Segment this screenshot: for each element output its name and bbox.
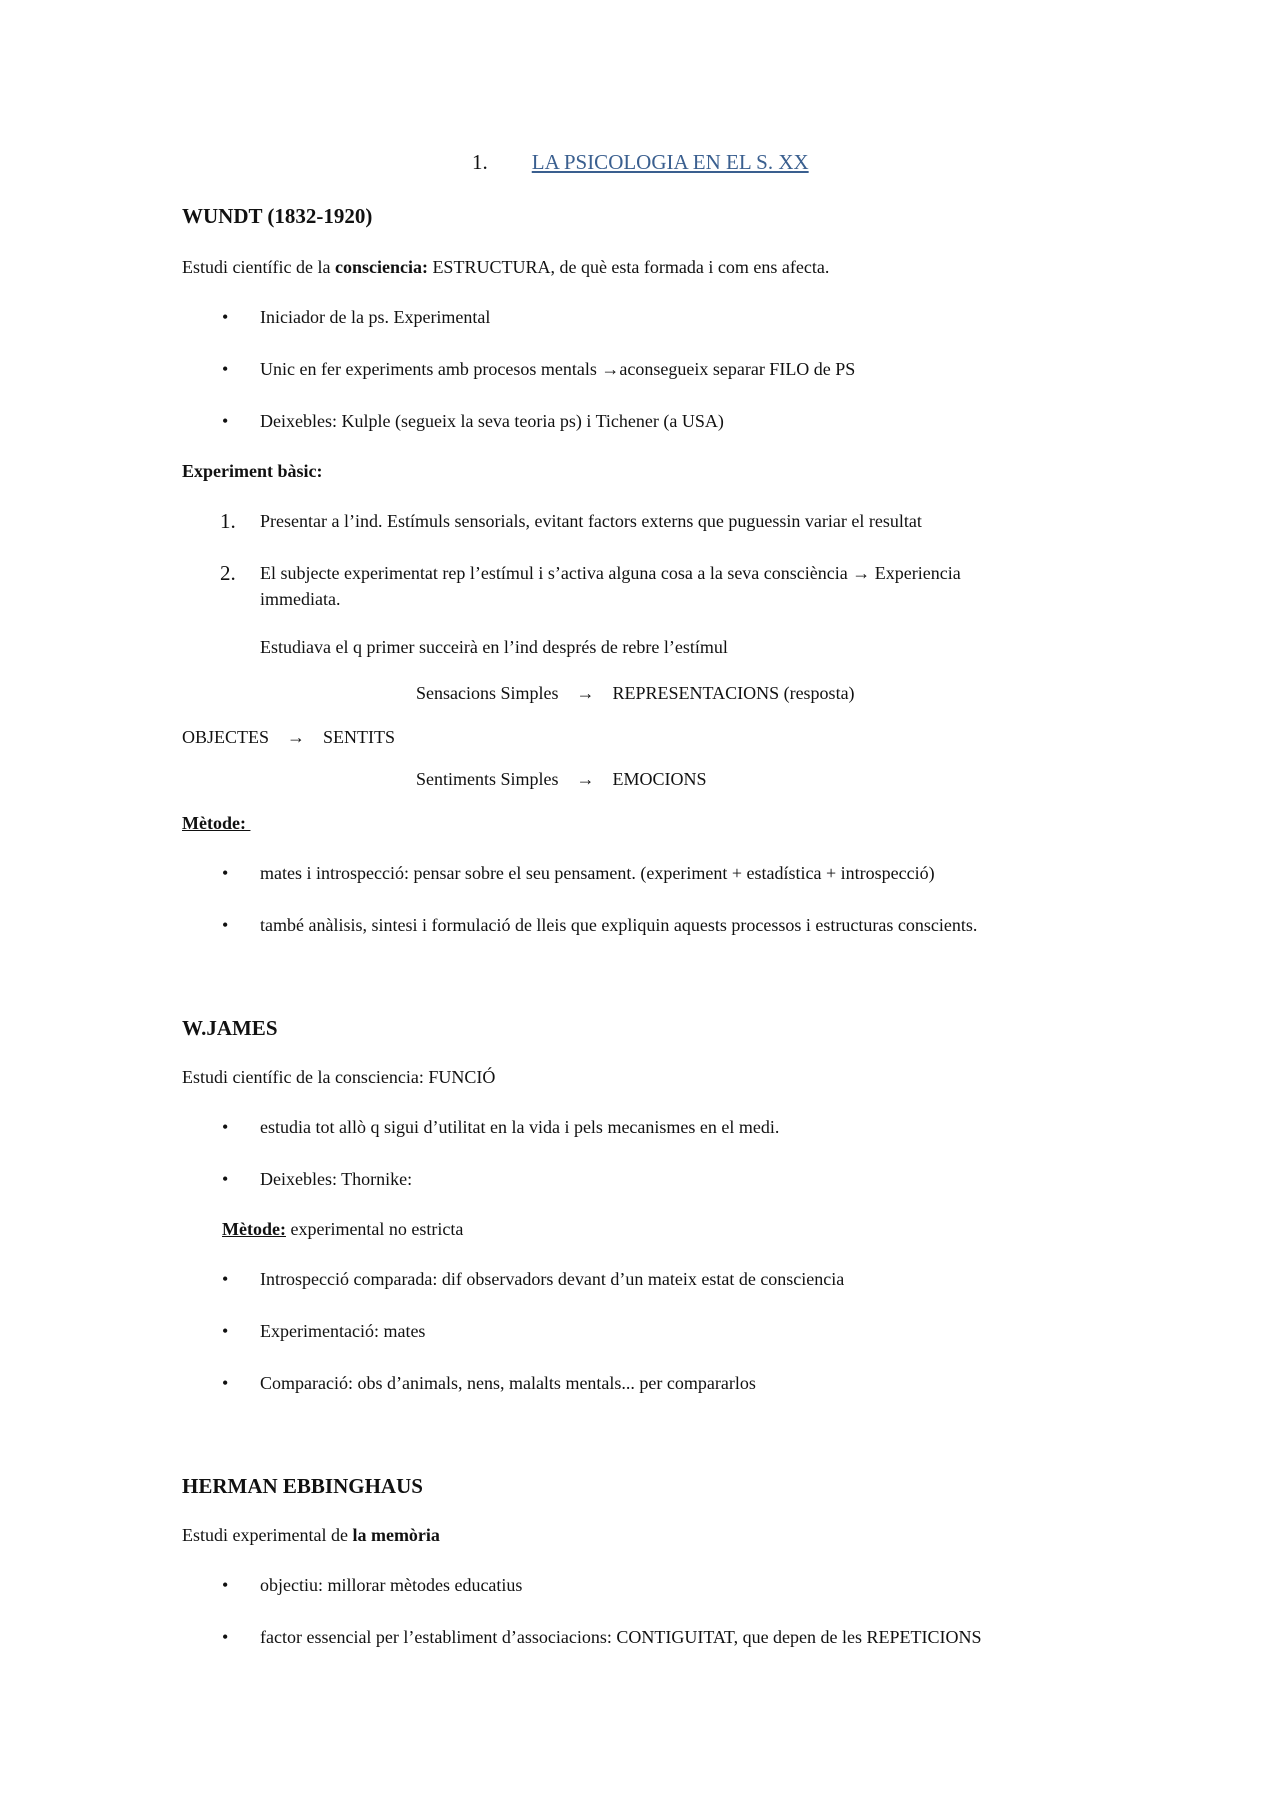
representacions-label: REPRESENTACIONS (resposta) [612, 683, 855, 703]
wundt-bullet-item: Deixebles: Kulple (segueix la seva teoria ps) i Tichener (a USA) [260, 411, 724, 431]
james-intro: Estudi científic de la consciencia: FUNCIÓ [182, 1067, 496, 1087]
ebbinghaus-intro [182, 1522, 440, 1548]
wundt-method-heading: Mètode: [182, 813, 251, 833]
bullet-glyph: • [222, 307, 229, 327]
james-method-item: Introspecció comparada: dif observadors devant d’un mateix estat de consciencia [260, 1269, 845, 1289]
wundt-bullet-item: Iniciador de la ps. Experimental [260, 307, 491, 327]
diagram-row-objectes [182, 724, 395, 750]
bullet-glyph: • [222, 1373, 229, 1393]
step-text-continued: immediata. [260, 589, 341, 609]
wundt-intro-post: ESTRUCTURA, de què esta formada i com ens afecta. [427, 257, 830, 277]
title-link[interactable]: LA PSICOLOGIA EN EL S. XX [531, 150, 809, 174]
bullet-glyph: • [222, 915, 229, 935]
objectes-label: OBJECTES [182, 727, 270, 747]
arrow-icon: → [576, 683, 595, 703]
title-number: 1. [472, 150, 488, 174]
wundt-intro-bold: consciencia: [334, 257, 428, 277]
wundt-bullet-item: Unic en fer experiments amb procesos mentals →aconsegueix separar FILO de PS [260, 359, 856, 379]
study-note: Estudiava el q primer succeirà en l’ind després de rebre l’estímul [260, 637, 728, 657]
james-method-item: Experimentació: mates [260, 1321, 426, 1341]
page-title [472, 150, 809, 175]
ebbinghaus-bullet-item: factor essencial per l’establiment d’associacions: CONTIGUITAT, que depen de les REPETICIONS [260, 1627, 982, 1647]
james-method-item: Comparació: obs d’animals, nens, malalts mentals... per compararlos [260, 1373, 756, 1393]
step-text: Presentar a l’ind. Estímuls sensorials, evitant factors externs que puguessin variar el resultat [260, 511, 922, 531]
bullet-glyph: • [222, 1627, 229, 1647]
james-method [222, 1216, 463, 1242]
step-number: 2. [220, 561, 236, 585]
diagram-row-sentiments [416, 766, 707, 792]
wundt-intro-pre: Estudi científic de la [182, 257, 335, 277]
sentits-label: SENTITS [323, 727, 396, 747]
step-number: 1. [220, 509, 236, 533]
ebbinghaus-intro-pre: Estudi experimental de [182, 1525, 353, 1545]
bullet-glyph: • [222, 411, 229, 431]
james-bullet-item: Deixebles: Thornike: [260, 1169, 413, 1189]
sentiments-label: Sentiments Simples [416, 769, 559, 789]
ebbinghaus-heading: HERMAN EBBINGHAUS [182, 1474, 423, 1498]
james-method-label: Mètode: [222, 1219, 286, 1239]
sensacions-label: Sensacions Simples [416, 683, 559, 703]
arrow-icon: → [287, 727, 306, 747]
bullet-glyph: • [222, 1169, 229, 1189]
bullet-glyph: • [222, 1321, 229, 1341]
ebbinghaus-intro-bold: la memòria [352, 1525, 440, 1545]
step-text: El subjecte experimentat rep l’estímul i s’activa alguna cosa a la seva consciència → Experiencia [260, 563, 961, 583]
bullet-glyph: • [222, 1117, 229, 1137]
diagram-row-sensacions [416, 680, 855, 706]
emocions-label: EMOCIONS [612, 769, 707, 789]
james-heading: W.JAMES [182, 1016, 278, 1040]
wundt-intro [182, 254, 829, 280]
wundt-method-item: mates i introspecció: pensar sobre el seu pensament. (experiment + estadística + introspecció) [260, 863, 935, 883]
wundt-heading: WUNDT (1832-1920) [182, 204, 373, 228]
arrow-icon: → [576, 769, 595, 789]
bullet-glyph: • [222, 1269, 229, 1289]
james-bullet-item: estudia tot allò q sigui d’utilitat en la vida i pels mecanismes en el medi. [260, 1117, 780, 1137]
bullet-glyph: • [222, 1575, 229, 1595]
bullet-glyph: • [222, 863, 229, 883]
james-method-text: experimental no estricta [285, 1219, 464, 1239]
ebbinghaus-bullet-item: objectiu: millorar mètodes educatius [260, 1575, 523, 1595]
wundt-method-item: també anàlisis, sintesi i formulació de lleis que expliquin aquests processos i estructuras conscients. [260, 915, 978, 935]
bullet-glyph: • [222, 359, 229, 379]
experiment-heading: Experiment bàsic: [182, 461, 323, 481]
